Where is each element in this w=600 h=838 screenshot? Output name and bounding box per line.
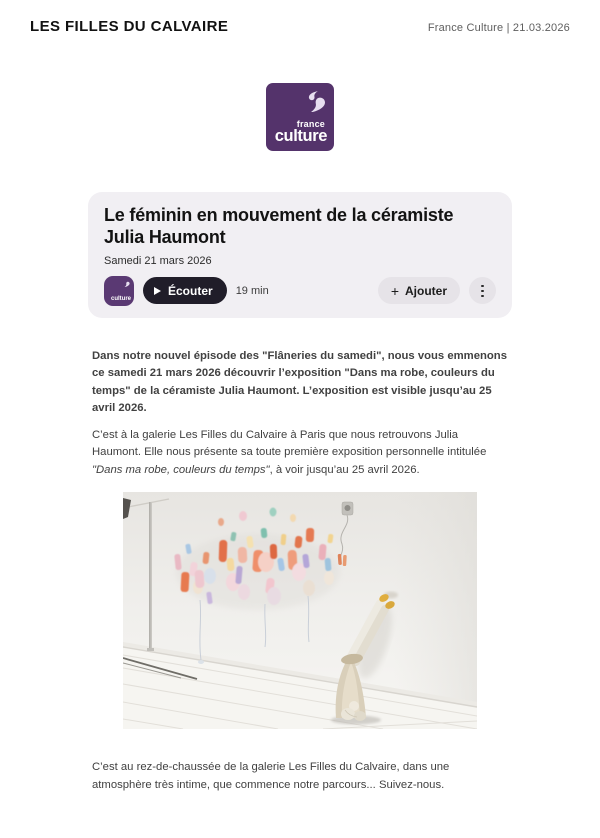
add-button-label: Ajouter: [405, 283, 447, 298]
swirl-icon: [304, 90, 326, 112]
article-body: [0, 348, 600, 795]
france-culture-mini-logo: [104, 276, 134, 306]
exhibition-title-italic: "Dans ma robe, couleurs du temps": [92, 463, 270, 476]
listen-button[interactable]: [143, 277, 227, 304]
episode-card: [88, 192, 512, 318]
episode-duration: 19 min: [235, 284, 269, 297]
more-options-button[interactable]: [469, 277, 496, 304]
article-closing-paragraph: C’est au rez-de-chaussée de la galerie Les Filles du Calvaire, dans une atmosphère très intime, que commence notre parcours... Suivez-nous.: [92, 761, 450, 791]
installation-photo-graphic: [123, 492, 477, 729]
installation-photo: [123, 492, 477, 729]
paragraph-2-text: C’est à la galerie Les Filles du Calvaire à Paris que nous retrouvons Julia Haumont. Elle nous présente sa toute première exposition personnelle intitulée: [92, 428, 487, 459]
episode-title: Le féminin en mouvement de la céramiste Julia Haumont: [104, 205, 454, 247]
france-culture-logo: [266, 83, 334, 151]
logo-container: [0, 83, 600, 151]
kebab-menu-icon: [481, 285, 484, 298]
player-row: [104, 276, 496, 306]
logo-text-france: france: [296, 118, 325, 129]
paragraph-2-text-end: , à voir jusqu’au 25 avril 2026.: [269, 463, 420, 476]
play-icon: [154, 287, 161, 295]
mini-logo-text: culture: [110, 295, 131, 302]
swirl-icon: [122, 279, 130, 287]
source-and-date: France Culture | 21.03.2026: [427, 22, 570, 34]
logo-wordmark: [275, 120, 327, 145]
plus-icon: +: [390, 282, 399, 299]
logo-text-culture: culture: [274, 126, 327, 145]
add-button[interactable]: [378, 277, 460, 304]
page-header: [0, 0, 600, 35]
episode-date: Samedi 21 mars 2026: [104, 254, 212, 267]
article-intro-paragraph: Dans notre nouvel épisode des "Flâneries du samedi", nous vous emmenons ce samedi 21 mars 2026 découvrir l’exposition "Dans ma robe, couleurs du temps" de la céramiste Julia Haumont. L’exposition est visible jusqu’au 25 avril 2026.: [92, 349, 507, 415]
gallery-name: LES FILLES DU CALVAIRE: [30, 18, 229, 35]
listen-button-label: Écouter: [168, 283, 213, 298]
article-paragraph-2: [92, 427, 508, 480]
